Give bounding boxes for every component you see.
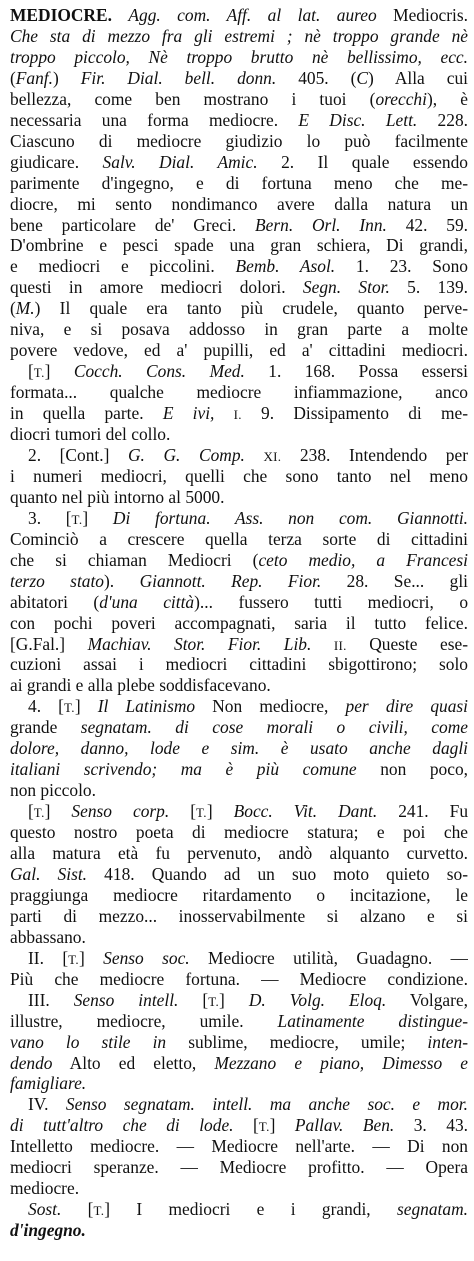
entry-line <box>10 926 468 949</box>
entry-line <box>10 486 468 509</box>
entry-line <box>10 674 468 697</box>
citation-text: Senso segnatam. intell. ma anche soc. e mor. <box>65 1094 468 1115</box>
entry-line <box>10 758 468 781</box>
entry-text: non piccolo. <box>10 780 96 801</box>
citation-text: Salv. Dial. Amic. <box>102 151 258 172</box>
entry-text: Cominciò a crescere quella terza sorte di cittadini <box>10 528 468 549</box>
entry-text: 5. 139. <box>389 277 468 298</box>
entry-text: )... fussero tutti mediocri, o <box>194 591 468 612</box>
entry-text: Alto ed eletto, <box>52 1052 215 1073</box>
entry-text: con pochi poveri accompagnati, saria il tutto felice. <box>10 612 468 633</box>
citation-text: d'una città <box>99 591 195 612</box>
citation-text: Bocc. Vit. Dant. <box>233 801 378 822</box>
entry-text: ) Il quale era tanto più crudele, quanto perve- <box>34 298 468 319</box>
entry-text: questi in amore mediocri dolori. <box>10 277 303 298</box>
citation-text: terzo stato <box>10 570 105 591</box>
citation-text: Senso soc. <box>103 947 190 968</box>
entry-text: ) Alla cui <box>368 67 468 88</box>
entry-text <box>245 445 264 465</box>
entry-line <box>10 884 468 907</box>
entry-line <box>10 88 468 111</box>
entry-text: che si chiaman Mediocri ( <box>10 549 259 570</box>
entry-line <box>10 255 468 278</box>
entry-text: 1. 168. Possa essersi <box>244 361 468 382</box>
citation-text: Segn. Stor. <box>302 277 390 298</box>
entry-text: [ <box>178 989 209 1010</box>
entry-line <box>10 46 468 69</box>
entry-text: Non mediocre, <box>195 696 346 717</box>
entry-line <box>10 1219 468 1242</box>
source-tag: T. <box>196 805 207 821</box>
entry-text: 3. [ <box>28 507 72 528</box>
entry-text: MEDIOCRE. <box>10 5 112 25</box>
entry-text: ), è <box>426 88 468 109</box>
source-tag: T. <box>63 700 75 716</box>
citation-text: E ivi, <box>162 403 215 424</box>
entry-text: Intelletto mediocre. — Mediocre nell'arte. — Di non <box>10 1136 468 1157</box>
entry-line <box>10 821 468 844</box>
citation-text: Gal. Sist. <box>10 863 88 884</box>
citation-text: Sost. <box>28 1199 62 1220</box>
entry-text: [ <box>169 801 197 822</box>
entry-text: ] <box>74 696 98 717</box>
entry-line <box>10 653 468 676</box>
citation-text: Bemb. Asol. <box>235 256 336 277</box>
entry-text: 4. [ <box>28 696 64 717</box>
entry-text: 228. <box>417 109 468 130</box>
citation-text: aureo <box>336 5 377 25</box>
entry-line <box>10 172 468 195</box>
citation-text: inten- <box>427 1031 468 1052</box>
entry-text: abitatori ( <box>10 591 100 612</box>
entry-text: d'ingegno. <box>10 1220 86 1241</box>
entry-text: III. <box>28 989 74 1010</box>
entry-text: 42. 59. <box>386 214 468 235</box>
entry-text: grande <box>10 717 81 738</box>
citation-text: C <box>356 67 369 88</box>
entry-text: [ <box>233 1115 259 1136</box>
citation-text: per dire quasi <box>345 696 468 717</box>
entry-line <box>10 109 468 132</box>
entry-text: [ <box>61 1199 94 1220</box>
citation-text: italiani scrivendo; ma è più comune <box>10 759 357 780</box>
citation-text: Senso corp. <box>71 801 170 822</box>
entry-text: niva, e si posava addosso in gran parte a molte <box>10 319 468 340</box>
entry-text: mediocre. <box>10 1178 80 1199</box>
entry-text: 2. Il quale essendo <box>257 151 468 172</box>
citation-text: G. G. Comp. <box>127 444 245 465</box>
entry-line <box>10 528 468 551</box>
citation-text: ceto medio, a Francesi <box>258 549 468 570</box>
entry-line <box>10 4 468 27</box>
entry-line <box>10 737 468 760</box>
entry-text: ] <box>206 801 234 822</box>
citation-text: D. Volg. Eloq. <box>248 989 387 1010</box>
citation-text: dendo <box>10 1052 53 1073</box>
entry-text: Ciascuno di mediocre giudizio lo può facilmente <box>10 130 468 151</box>
entry-line <box>10 1156 468 1179</box>
entry-text: 1. 23. Sono <box>335 256 468 277</box>
entry-line <box>10 905 468 928</box>
entry-text <box>311 634 334 654</box>
entry-line <box>10 423 468 446</box>
entry-line <box>10 591 468 614</box>
entry-text: II. [ <box>28 947 69 968</box>
entry-text: D'ombrine e pesci spade una gran schiera, Di grandi, <box>10 235 468 256</box>
entry-text <box>214 403 233 423</box>
entry-line <box>10 612 468 635</box>
citation-text: vano lo stile in <box>10 1031 167 1052</box>
entry-text: ] <box>82 507 113 528</box>
entry-text: Mediocris. <box>376 5 468 25</box>
entry-line <box>10 549 468 572</box>
citation-text: Bern. Orl. Inn. <box>255 214 387 235</box>
entry-text: ). <box>104 570 140 591</box>
entry-line <box>10 570 468 593</box>
entry-text: illustre, mediocre, umile. <box>10 1010 278 1031</box>
entry-text: diocri tumori del collo. <box>10 424 171 444</box>
entry-text: abbassano. <box>10 926 86 947</box>
entry-text: 418. Quando ad un suo moto quieto so- <box>87 863 468 884</box>
citation-text: famigliare. <box>10 1073 87 1094</box>
entry-text: ] <box>44 801 72 822</box>
citation-text: Senso intell. <box>73 989 179 1010</box>
source-tag: I. <box>233 407 242 423</box>
entry-text: 241. Fu <box>377 801 468 822</box>
entry-text: quanto nel più intorno al 5000. <box>10 486 225 507</box>
entry-text <box>112 5 128 25</box>
entry-line <box>28 1093 468 1116</box>
citation-text: E Disc. Lett. <box>298 109 418 130</box>
source-tag: T. <box>68 951 79 967</box>
entry-text <box>320 5 336 25</box>
citation-text: Che sta di mezzo fra gli estremi ; nè troppo grande nè <box>10 25 468 46</box>
citation-text: M. <box>15 298 35 319</box>
entry-text: bellezza, come ben mostrano i tuoi ( <box>10 88 376 109</box>
entry-line <box>10 130 468 153</box>
entry-text: e mediocri e piccolini. <box>10 256 236 277</box>
entry-text: Volgare, <box>386 989 468 1010</box>
entry-text: povere vedove, ed a' pupilli, ed a' cittadini mediocri. <box>10 340 468 361</box>
entry-text: necessaria una forma mediocre. <box>10 109 299 130</box>
citation-text: Cocch. Cons. Med. <box>73 361 245 382</box>
entry-text: i numeri mediocri, quelli che sono tanto nel meno <box>10 465 468 486</box>
source-tag: T. <box>33 365 45 381</box>
citation-text: Mezzano e piano, Dimesso e <box>214 1052 468 1073</box>
entry-text: IV. <box>28 1094 66 1115</box>
entry-line <box>10 779 468 802</box>
citation-text: di tutt'altro che di lode. <box>10 1115 234 1136</box>
entry-text: Più che mediocre fortuna. — Mediocre condizione. <box>10 968 468 989</box>
entry-text: alla matura età fu pervenuto, andò alquanto curvetto. <box>10 843 468 863</box>
entry-line <box>10 151 468 174</box>
citation-text: Fir. Dial. bell. donn. <box>80 67 277 88</box>
entry-text: cuzioni assai i mediocri cittadini sbigottirono; solo <box>10 654 468 675</box>
entry-line <box>10 716 468 739</box>
citation-text: Agg. com. Aff. al lat. <box>128 5 321 25</box>
source-tag: T. <box>258 1119 270 1135</box>
entry-text: mediocri speranze. — Mediocre profitto. — Opera <box>10 1157 468 1178</box>
entry-text: 9. Dissipamento di me- <box>241 403 468 424</box>
entry-text: 405. ( <box>276 67 357 88</box>
citation-text: Pallav. Ben. <box>294 1115 395 1136</box>
entry-text: 238. Intendendo per <box>281 444 468 465</box>
entry-text: in quella parte. <box>10 403 163 424</box>
entry-text: ) <box>53 67 81 88</box>
entry-line <box>10 1052 468 1075</box>
source-tag: II. <box>333 637 347 653</box>
citation-text: Il Latinismo <box>97 696 196 717</box>
entry-line <box>10 234 468 257</box>
entry-line <box>10 214 468 237</box>
citation-text: segnatam. di cose morali o civili, come <box>80 717 468 738</box>
entry-text: [ <box>28 361 34 382</box>
entry-line <box>10 465 468 488</box>
entry-line <box>10 863 468 886</box>
citation-text: Fanf. <box>15 67 53 88</box>
entry-text: ai grandi e alla plebe soddisfacevano. <box>10 675 271 696</box>
citation-text: Latinamente distingue- <box>277 1010 468 1031</box>
entry-text: [ <box>28 801 34 822</box>
entry-text: parti di mezzo... inosservabilmente si alzano e si <box>10 905 468 926</box>
entry-text: sublime, mediocre, umile; <box>166 1031 428 1052</box>
entry-line <box>10 1031 468 1054</box>
entry-line <box>10 25 468 48</box>
entry-line <box>10 1010 468 1033</box>
citation-text: Di fortuna. Ass. non com. Giannotti. <box>112 507 468 528</box>
entry-line <box>10 339 468 362</box>
source-tag: T. <box>93 1203 105 1219</box>
entry-line <box>10 1072 468 1095</box>
entry-line <box>10 276 468 299</box>
entry-text: 3. 43. <box>394 1115 468 1136</box>
entry-text: Mediocre utilità, Guadagno. — <box>189 947 468 968</box>
entry-text: ] I mediocri e i grandi, <box>104 1199 397 1220</box>
source-tag: T. <box>71 511 83 527</box>
entry-text: ] <box>219 989 249 1010</box>
entry-text: bene particolare de' Greci. <box>10 214 256 235</box>
citation-text: segnatam. <box>396 1199 468 1220</box>
citation-text: orecchi <box>375 88 427 109</box>
entry-line <box>10 842 468 865</box>
source-tag: T. <box>33 805 45 821</box>
entry-text: parimente d'ingegno, e di fortuna meno che me- <box>10 172 468 193</box>
entry-line <box>10 1177 468 1200</box>
citation-text: troppo piccolo, Nè troppo brutto nè bellissimo, ecc. <box>10 46 468 67</box>
entry-text: ] <box>78 947 104 968</box>
citation-text: dolore, danno, lode e sim. è usato anche dagli <box>10 738 468 759</box>
citation-text: Giannott. Rep. Fior. <box>139 570 322 591</box>
entry-text: ( <box>10 67 16 88</box>
entry-text: ] <box>44 361 74 382</box>
entry-line <box>10 381 468 404</box>
entry-line <box>10 193 468 216</box>
entry-line <box>10 67 468 90</box>
entry-text: giudicare. <box>10 151 103 172</box>
entry-line <box>10 297 468 320</box>
entry-text: formata... qualche mediocre infiammazione, anco <box>10 382 468 403</box>
entry-text: Queste ese- <box>346 633 468 654</box>
entry-text: 2. [Cont.] <box>28 444 128 465</box>
entry-text: non poco, <box>356 759 468 780</box>
entry-text: questo nostro poeta di mediocre statura; e poi che <box>10 822 468 843</box>
source-tag: XI. <box>263 448 282 464</box>
entry-text: 28. Se... gli <box>321 570 468 591</box>
citation-text: Machiav. Stor. Fior. Lib. <box>87 633 312 654</box>
entry-text: ] <box>269 1115 295 1136</box>
entry-line <box>10 318 468 341</box>
source-tag: T. <box>208 993 220 1009</box>
entry-text: ( <box>10 298 16 319</box>
entry-text: [G.Fal.] <box>10 633 88 654</box>
entry-text: diocre, mi sento nondimanco avere dalla natura un <box>10 193 468 214</box>
entry-line <box>10 968 468 991</box>
entry-text: praggiunga mediocre ritardamento o incitazione, le <box>10 884 468 905</box>
entry-line <box>10 1135 468 1158</box>
